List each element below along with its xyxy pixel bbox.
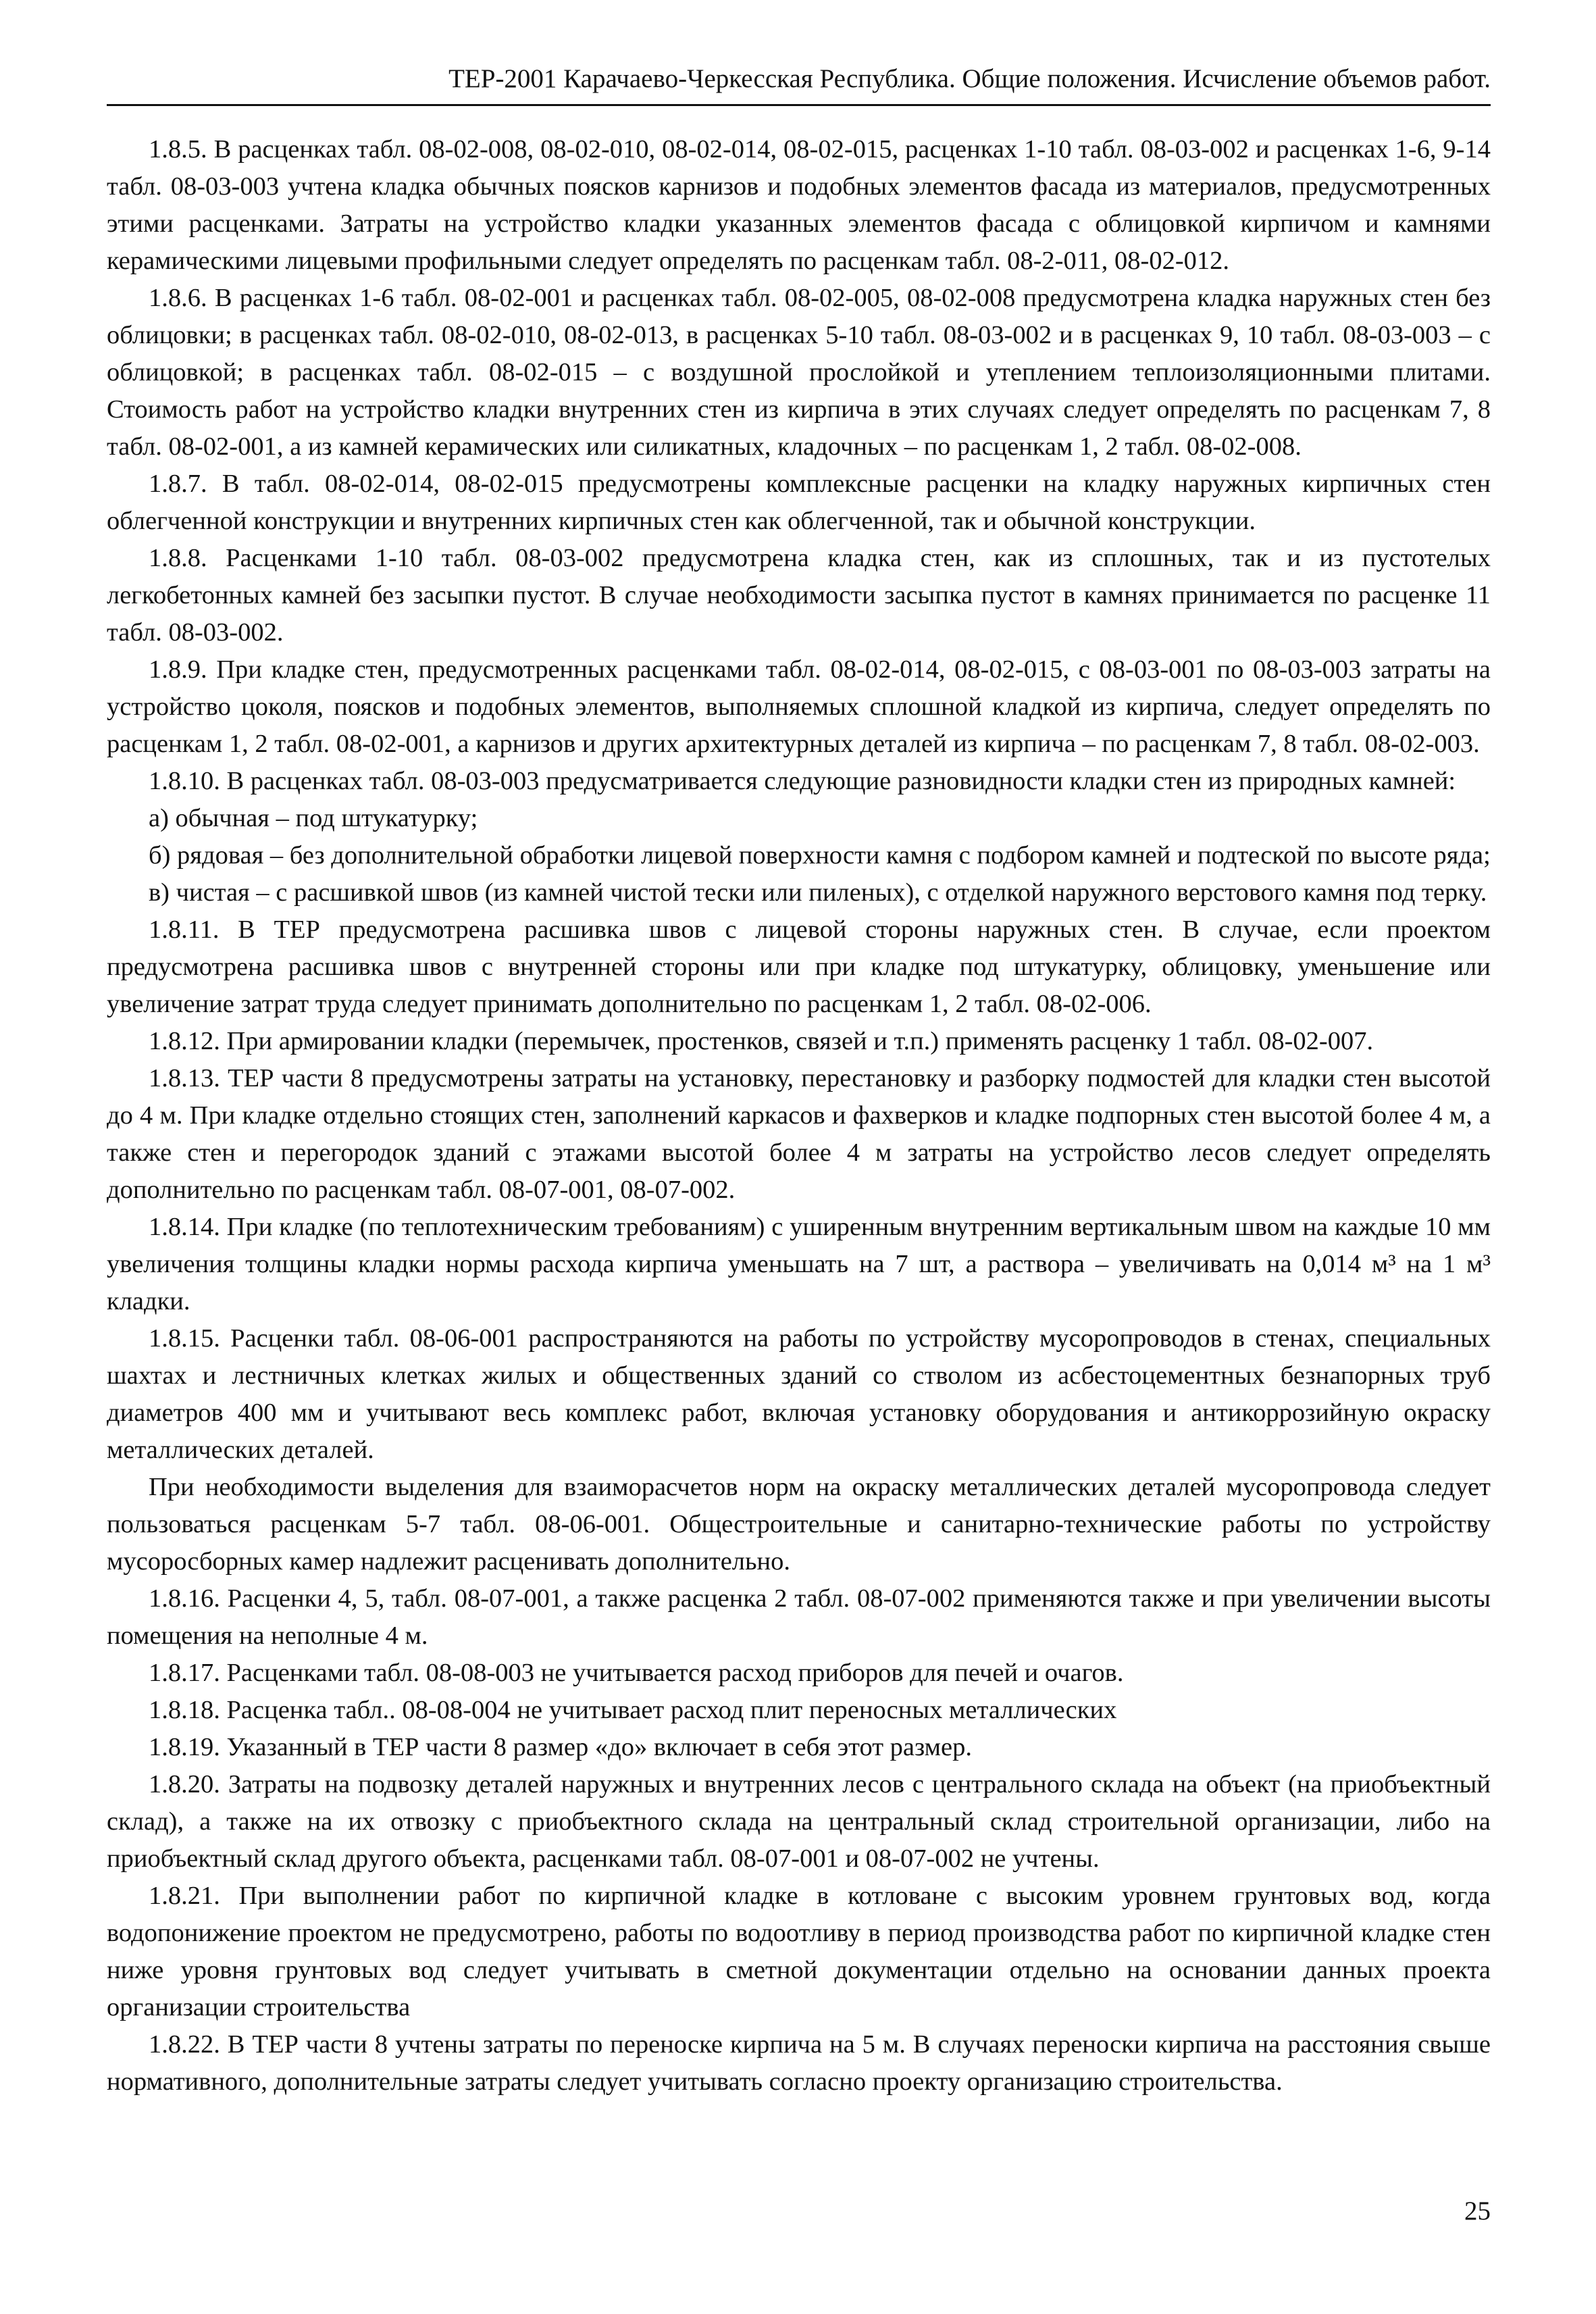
paragraph-1-8-21: 1.8.21. При выполнении работ по кирпичной кладке в котловане с высоким уровнем грунтовых вод, когда водопонижение проектом не предусмотрено, работы по водоотливу в период производства работ по кирпичной кладке стен ниже уровня грунтовых вод следует учитывать в сметной документации отдельно на основании данных проекта организации строительства — [107, 1882, 1491, 2021]
running-header: ТЕР-2001 Карачаево-Черкесская Республика. Общие положения. Исчисление объемов работ. — [107, 62, 1491, 106]
paragraph-1-8-13: 1.8.13. ТЕР части 8 предусмотрены затраты на установку, перестановку и разборку подмостей для кладки стен высотой до 4 м. При кладке отдельно стоящих стен, заполнений каркасов и фахверков и кладке подпорных стен высотой более 4 м, а также стен и перегородок зданий с этажами высотой более 4 м затраты на устройство лесов следует определять дополнительно по расценкам табл. 08-07-001, 08-07-002. — [107, 1064, 1491, 1204]
paragraph-1-8-12: 1.8.12. При армировании кладки (перемычек, простенков, связей и т.п.) применять расценку 1 табл. 08-02-007. — [149, 1027, 1374, 1055]
paragraph-1-8-11: 1.8.11. В ТЕР предусмотрена расшивка швов с лицевой стороны наружных стен. В случае, если проектом предусмотрена расшивка швов с внутренней стороны или при кладке под штукатурку, облицовку, уменьшение или увеличение затрат труда следует принимать дополнительно по расценкам 1, 2 табл. 08-02-006. — [107, 915, 1491, 1018]
paragraph-1-8-6: 1.8.6. В расценках 1-6 табл. 08-02-001 и расценках табл. 08-02-005, 08-02-008 предусмотрена кладка наружных стен без облицовки; в расценках табл. 08-02-010, 08-02-013, в расценках 5-10 табл. 08-03-002 и в расценках 9, 10 табл. 08-03-003 – с облицовкой; в расценках табл. 08-02-015 – с воздушной прослойкой и утеплением теплоизоляционными плитами. Стоимость работ на устройство кладки внутренних стен из кирпича в этих случаях следует определять по расценкам 7, 8 табл. 08-02-001, а из камней керамических или силикатных, кладочных – по расценкам 1, 2 табл. 08-02-008. — [107, 284, 1491, 461]
paragraph-1-8-18: 1.8.18. Расценка табл.. 08-08-004 не учитывает расход плит переносных металлических — [149, 1696, 1117, 1724]
paragraph-1-8-17: 1.8.17. Расценками табл. 08-08-003 не учитывается расход приборов для печей и очагов. — [149, 1659, 1124, 1687]
paragraph-1-8-15-note: При необходимости выделения для взаиморасчетов норм на окраску металлических деталей мусоропровода следует пользоваться расценкам 5-7 табл. 08-06-001. Общестроительные и санитарно-технические работы по устройству мусоросборных камер надлежит расценивать дополнительно. — [107, 1473, 1491, 1576]
list-item-a: а) обычная – под штукатурку; — [149, 804, 478, 832]
paragraph-1-8-19: 1.8.19. Указанный в ТЕР части 8 размер «до» включает в себя этот размер. — [149, 1733, 972, 1761]
page-number: 25 — [1464, 2196, 1491, 2225]
paragraph-1-8-7: 1.8.7. В табл. 08-02-014, 08-02-015 предусмотрены комплексные расценки на кладку наружных кирпичных стен облегченной конструкции и внутренних кирпичных стен как облегченной, так и обычной конструкции. — [107, 470, 1491, 535]
list-item-b: б) рядовая – без дополнительной обработки лицевой поверхности камня с подбором камней и подтеской по высоте ряда; — [149, 841, 1491, 870]
paragraph-1-8-20: 1.8.20. Затраты на подвозку деталей наружных и внутренних лесов с центрального склада на объект (на приобъектный склад), а также на их отвозку с приобъектного склада на центральный склад строительной организации, либо на приобъектный склад другого объекта, расценками табл. 08-07-001 и 08-07-002 не учтены. — [107, 1770, 1491, 1873]
paragraph-1-8-5: 1.8.5. В расценках табл. 08-02-008, 08-02-010, 08-02-014, 08-02-015, расценках 1-10 табл. 08-03-002 и расценках 1-6, 9-14 табл. 08-03-003 учтена кладка обычных поясков карнизов и подобных элементов фасада из материалов, предусмотренных этими расценками. Затраты на устройство кладки указанных элементов фасада с облицовкой кирпичом и камнями керамическими лицевыми профильными следует определять по расценкам табл. 08-2-011, 08-02-012. — [107, 135, 1491, 275]
document-body — [107, 131, 1491, 2101]
paragraph-1-8-16: 1.8.16. Расценки 4, 5, табл. 08-07-001, а также расценка 2 табл. 08-07-002 применяются также и при увеличении высоты помещения на неполные 4 м. — [107, 1584, 1491, 1650]
paragraph-1-8-8: 1.8.8. Расценками 1-10 табл. 08-03-002 предусмотрена кладка стен, как из сплошных, так и из пустотелых легкобетонных камней без засыпки пустот. В случае необходимости засыпка пустот в камнях принимается по расценке 11 табл. 08-03-002. — [107, 544, 1491, 647]
list-item-v: в) чистая – с расшивкой швов (из камней чистой тески или пиленых), с отделкой наружного верстового камня под терку. — [149, 878, 1487, 907]
paragraph-1-8-10: 1.8.10. В расценках табл. 08-03-003 предусматривается следующие разновидности кладки стен из природных камней: — [149, 767, 1456, 795]
paragraph-1-8-15: 1.8.15. Расценки табл. 08-06-001 распространяются на работы по устройству мусоропроводов в стенах, специальных шахтах и лестничных клетках жилых и общественных зданий со стволом из асбестоцементных безнапорных труб диаметров 400 мм и учитывают весь комплекс работ, включая установку оборудования и антикоррозийную окраску металлических деталей. — [107, 1324, 1491, 1464]
paragraph-1-8-22: 1.8.22. В ТЕР части 8 учтены затраты по переноске кирпича на 5 м. В случаях переноски кирпича на расстояния свыше нормативного, дополнительные затраты следует учитывать согласно проекту организацию строительства. — [107, 2030, 1491, 2096]
paragraph-1-8-9: 1.8.9. При кладке стен, предусмотренных расценками табл. 08-02-014, 08-02-015, с 08-03-001 по 08-03-003 затраты на устройство цоколя, поясков и подобных элементов, выполняемых сплошной кладкой из кирпича, следует определять по расценкам 1, 2 табл. 08-02-001, а карнизов и других архитектурных деталей из кирпича – по расценкам 7, 8 табл. 08-02-003. — [107, 655, 1491, 758]
paragraph-1-8-14: 1.8.14. При кладке (по теплотехническим требованиям) с уширенным внутренним вертикальным швом на каждые 10 мм увеличения толщины кладки нормы расхода кирпича уменьшать на 7 шт, а раствора – увеличивать на 0,014 м³ на 1 м³ кладки. — [107, 1213, 1491, 1315]
